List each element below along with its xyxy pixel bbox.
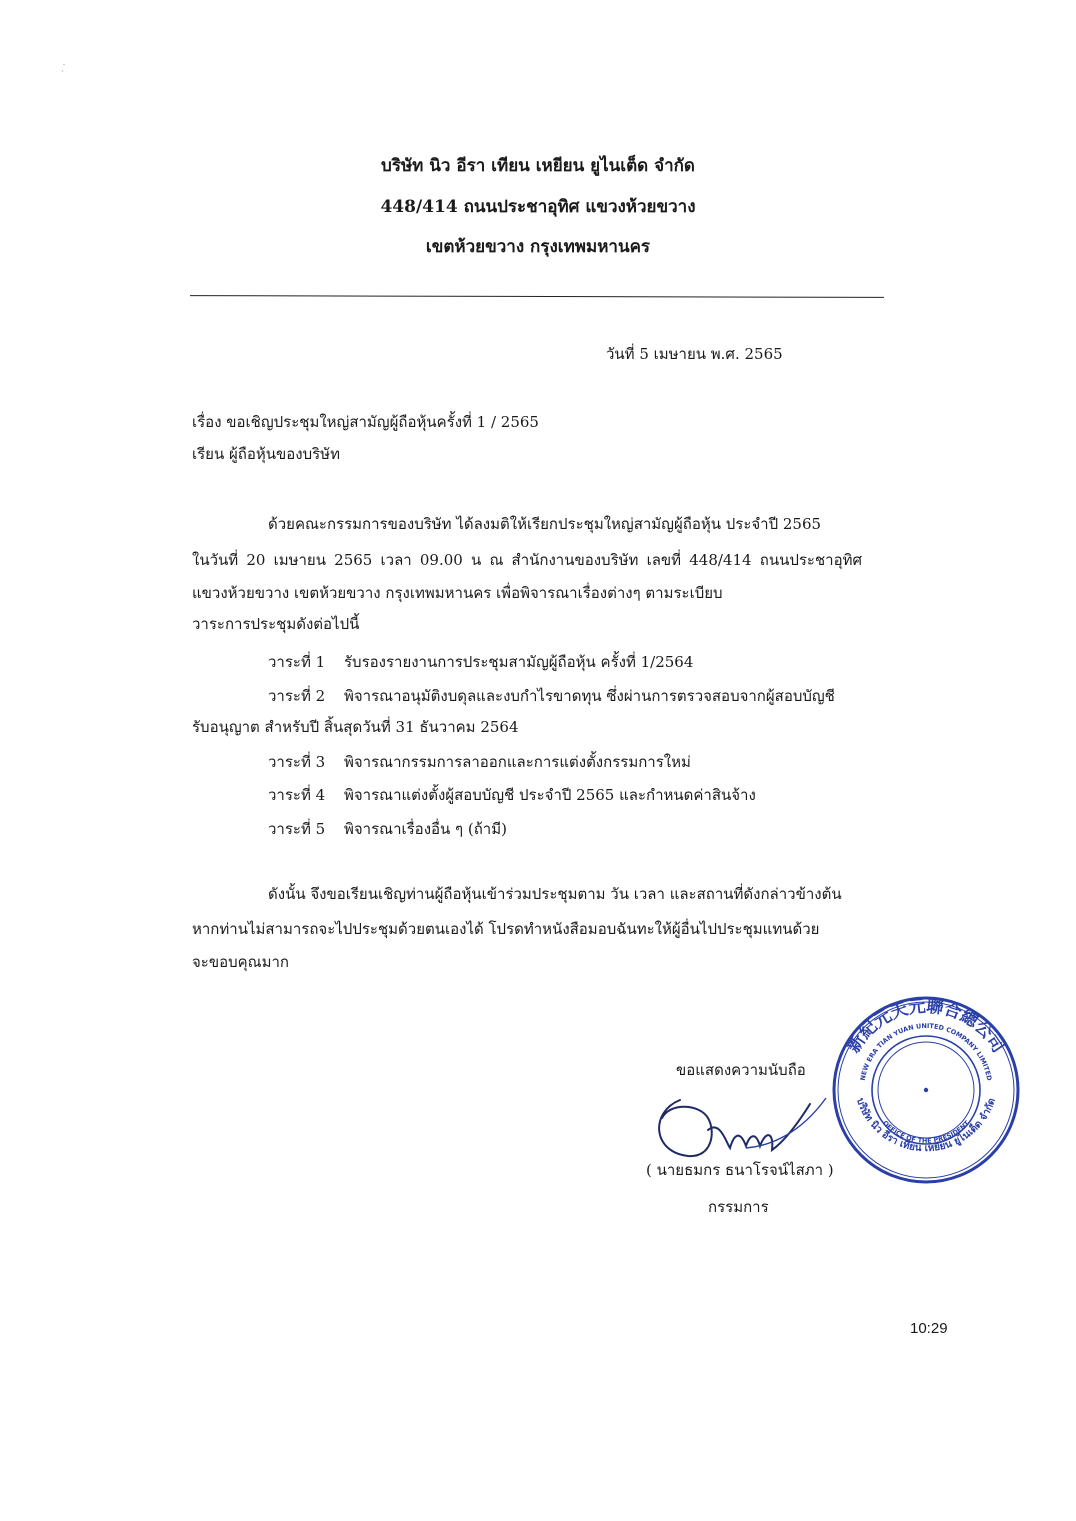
paragraph2-line3: จะขอบคุณมาก: [192, 953, 289, 971]
svg-text:NEW ERA TIAN YUAN UNITED COMPA: NEW ERA TIAN YUAN UNITED COMPANY LIMITED: [858, 1021, 994, 1082]
agenda-text: พิจารณาแต่งตั้งผู้สอบบัญชี ประจำปี 2565 และกำหนดค่าสินจ้าง: [344, 786, 756, 804]
letter-date: วันที่ 5 เมษายน พ.ศ. 2565: [606, 345, 783, 363]
agenda-label: วาระที่ 2: [268, 687, 326, 705]
agenda-item-3: [268, 750, 691, 774]
company-name: บริษัท นิว อีรา เทียน เหยียน ยูไนเต็ด จำกัด: [381, 156, 695, 176]
agenda-item-2-continuation: รับอนุญาต สำหรับปี สิ้นสุดวันที่ 31 ธันวาคม 2564: [192, 718, 519, 736]
company-seal-stamp: [826, 990, 1026, 1190]
agenda-item-4: [268, 783, 756, 807]
agenda-label: วาระที่ 4: [268, 786, 326, 804]
svg-text:新紀元天元聯合總公司: 新紀元天元聯合總公司: [843, 996, 1009, 1057]
agenda-text: รับรองรายงานการประชุมสามัญผู้ถือหุ้น ครั้งที่ 1/2564: [344, 653, 694, 671]
paragraph2-line1: ดังนั้น จึงขอเรียนเชิญท่านผู้ถือหุ้นเข้าร่วมประชุมตาม วัน เวลา และสถานที่ดังกล่าวข้างต้น: [268, 885, 842, 903]
paragraph1-line1: ด้วยคณะกรรมการของบริษัท ได้ลงมติให้เรียกประชุมใหญ่สามัญผู้ถือหุ้น ประจำปี 2565: [268, 515, 822, 533]
closing-regards: ขอแสดงความนับถือ: [676, 1061, 806, 1079]
header-divider: [190, 295, 884, 298]
svg-text:OFFICE OF THE PRESIDENT: OFFICE OF THE PRESIDENT: [880, 1119, 971, 1145]
agenda-item-1: [268, 650, 693, 674]
page-time-stamp: 10:29: [910, 1320, 948, 1337]
agenda-text: พิจารณาอนุมัติงบดุลและงบกำไรขาดทุน ซึ่งผ่านการตรวจสอบจากผู้สอบบัญชี: [344, 687, 835, 705]
paragraph1-line3: แขวงห้วยขวาง เขตห้วยขวาง กรุงเทพมหานคร เพื่อพิจารณาเรื่องต่างๆ ตามระเบียบ: [192, 584, 723, 602]
agenda-label: วาระที่ 1: [268, 653, 326, 671]
handwritten-signature: [650, 1090, 840, 1165]
signer-title: กรรมการ: [708, 1198, 769, 1216]
svg-text:บริษัท นิว อีรา เทียน เหยียน ย: บริษัท นิว อีรา เทียน เหยียน ยูไนเต็ด จำกัด: [853, 1096, 999, 1155]
company-address-line2: เขตห้วยขวาง กรุงเทพมหานคร: [425, 237, 651, 257]
paragraph2-line2: หากท่านไม่สามารถจะไปประชุมด้วยตนเองได้ โปรดทำหนังสือมอบฉันทะให้ผู้อื่นไปประชุมแทนด้วย: [192, 920, 820, 938]
letter-subject: เรื่อง ขอเชิญประชุมใหญ่สามัญผู้ถือหุ้นครั้งที่ 1 / 2565: [192, 413, 539, 431]
company-address-line1: 448/414 ถนนประชาอุทิศ แขวงห้วยขวาง: [380, 197, 696, 217]
agenda-item-5: [268, 817, 507, 841]
agenda-text: พิจารณากรรมการลาออกและการแต่งตั้งกรรมการใหม่: [344, 753, 691, 771]
scan-speck: [60, 62, 70, 74]
signer-name: ( นายธมกร ธนาโรจน์ไสภา ): [646, 1161, 834, 1179]
agenda-item-2: [268, 684, 835, 708]
agenda-label: วาระที่ 5: [268, 820, 326, 838]
agenda-text: พิจารณาเรื่องอื่น ๆ (ถ้ามี): [344, 820, 507, 838]
paragraph1-line4: วาระการประชุมดังต่อไปนี้: [192, 615, 360, 633]
agenda-label: วาระที่ 3: [268, 753, 326, 771]
letter-recipient: เรียน ผู้ถือหุ้นของบริษัท: [192, 445, 340, 463]
paragraph1-line2: ในวันที่ 20 เมษายน 2565 เวลา 09.00 น ณ สำนักงานของบริษัท เลขที่ 448/414 ถนนประชาอุทิศ: [192, 551, 862, 569]
